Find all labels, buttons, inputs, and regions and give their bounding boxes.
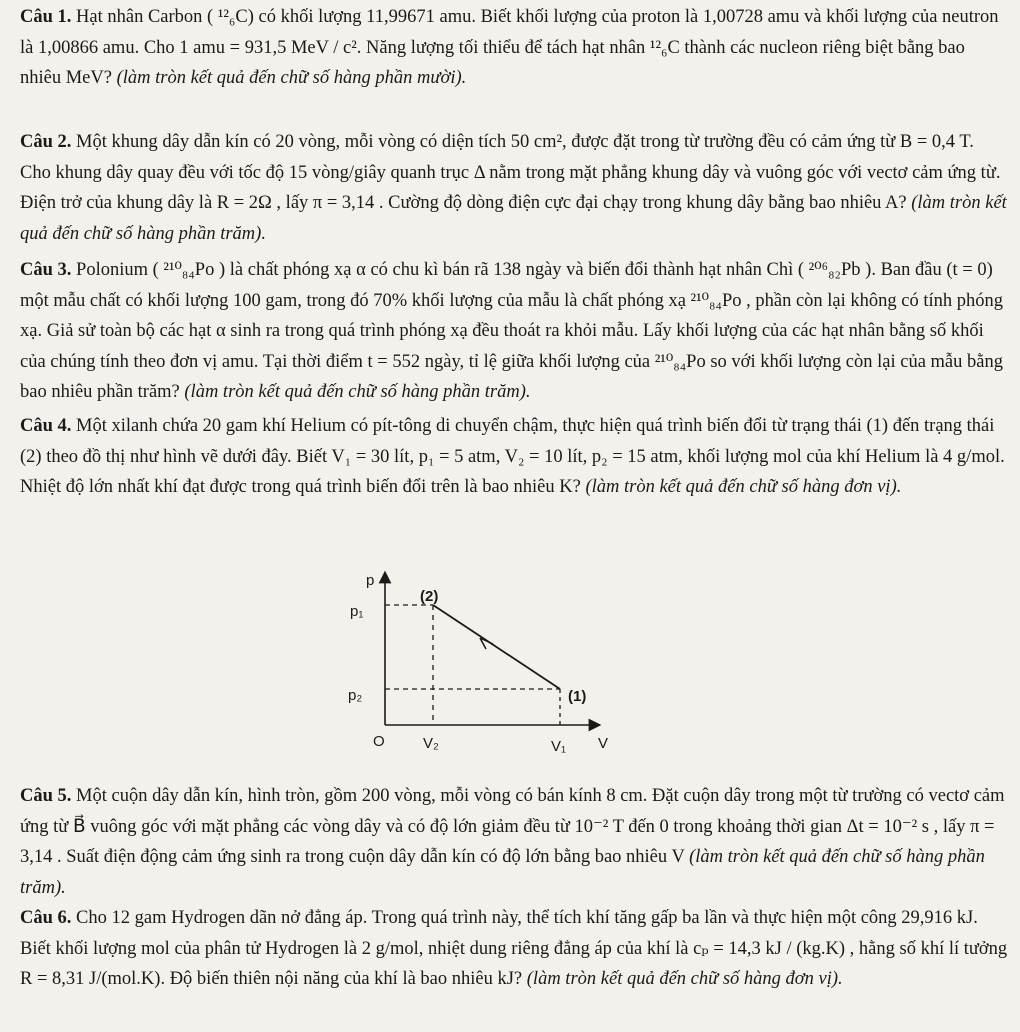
question-note: (làm tròn kết quả đến chữ số hàng phần trăm). xyxy=(184,382,531,402)
state-1-label: (1) xyxy=(568,688,587,705)
question-note: (làm tròn kết quả đến chữ số hàng phần mười). xyxy=(116,68,467,88)
tick-v2: V₂ xyxy=(423,735,439,752)
axis-v-label: V xyxy=(598,735,609,752)
tick-p2: p₂ xyxy=(348,687,363,704)
question-label: Câu 1. xyxy=(20,7,72,27)
question-label: Câu 2. xyxy=(20,132,72,152)
origin-label: O xyxy=(373,733,385,750)
question-note: (làm tròn kết quả đến chữ số hàng phần trăm). xyxy=(20,847,985,898)
pv-diagram xyxy=(330,565,630,765)
question-label: Câu 5. xyxy=(20,786,72,806)
question-2 xyxy=(20,127,1008,249)
question-1 xyxy=(20,2,1008,94)
question-text: Polonium ( ²¹⁰₈₄Po ) là chất phóng xạ α có chu kì bán rã 138 ngày và biến đổi thành hạt nhân Chì ( ²⁰⁶₈₂Pb ). Ban đầu (t = 0) một mẫu chất có khối lượng 100 gam, trong đó 70% khối lượng của mẫu là chất phóng xạ ²¹⁰₈₄Po , phần còn lại không có tính phóng xạ. Giả sử toàn bộ các hạt α sinh ra trong quá trình phóng xạ đều thoát ra khỏi mẫu. Lấy khối lượng của các hạt nhân bằng số khối của chúng tính theo đơn vị amu. Tại thời điểm t = 552 ngày, tỉ lệ giữa khối lượng của ²¹⁰₈₄Po so với khối lượng còn lại của mẫu bằng bao nhiêu phần trăm? xyxy=(20,260,1004,402)
question-text: Một xilanh chứa 20 gam khí Helium có pít-tông di chuyển chậm, thực hiện quá trình biến đổi từ trạng thái (1) đến trạng thái (2) theo đồ thị như hình vẽ dưới đây. Biết V₁ = 30 lít, p₁ = 5 atm, V₂ = 10 lít, p₂ = 15 atm, khối lượng mol của khí Helium là 4 g/mol. Nhiệt độ lớn nhất khí đạt được trong quá trình biến đổi trên là bao nhiêu K? xyxy=(20,416,1005,497)
process-line xyxy=(433,605,560,689)
question-text: Một khung dây dẫn kín có 20 vòng, mỗi vòng có diện tích 50 cm², được đặt trong từ trường đều có cảm ứng từ B = 0,4 T. Cho khung dây quay đều với tốc độ 15 vòng/giây quanh trục Δ nằm trong mặt phẳng khung dây và vuông góc với vectơ cảm ứng từ. Điện trở của khung dây là R = 2Ω , lấy π = 3,14 . Cường độ dòng điện cực đại chạy trong khung dây bằng bao nhiêu A? xyxy=(20,132,1001,213)
question-5 xyxy=(20,781,1008,903)
question-text: Một cuộn dây dẫn kín, hình tròn, gồm 200 vòng, mỗi vòng có bán kính 8 cm. Đặt cuộn dây trong một từ trường có vectơ cảm ứng từ B⃗ vuông góc với mặt phẳng các vòng dây và có độ lớn giảm đều từ 10⁻² T đến 0 trong khoảng thời gian Δt = 10⁻² s , lấy π = 3,14 . Suất điện động cảm ứng sinh ra trong cuộn dây dẫn kín có độ lớn bằng bao nhiêu V xyxy=(20,786,1005,867)
tick-p1: p₁ xyxy=(350,603,364,620)
state-2-label: (2) xyxy=(420,588,439,605)
question-label: Câu 3. xyxy=(20,260,72,280)
question-note: (làm tròn kết quả đến chữ số hàng đơn vị). xyxy=(526,969,843,989)
question-3 xyxy=(20,255,1008,408)
question-text: Cho 12 gam Hydrogen dãn nở đẳng áp. Trong quá trình này, thể tích khí tăng gấp ba lần và thực hiện một công 29,916 kJ. Biết khối lượng mol của phân tử Hydrogen là 2 g/mol, nhiệt dung riêng đẳng áp của khí là cₚ = 14,3 kJ / (kg.K) , hằng số khí lí tưởng R = 8,31 J/(mol.K). Độ biến thiên nội năng của khí là bao nhiêu kJ? xyxy=(20,908,1008,989)
axis-p-label: p xyxy=(366,572,375,589)
question-text: Hạt nhân Carbon ( ¹²₆C) có khối lượng 11,99671 amu. Biết khối lượng của proton là 1,00728 amu và khối lượng của neutron là 1,00866 amu. Cho 1 amu = 931,5 MeV / c². Năng lượng tối thiểu để tách hạt nhân ¹²₆C thành các nucleon riêng biệt bằng bao nhiêu MeV? xyxy=(20,7,999,88)
question-note: (làm tròn kết quả đến chữ số hàng đơn vị). xyxy=(585,477,902,497)
question-6 xyxy=(20,903,1008,995)
tick-v1: V₁ xyxy=(551,738,567,755)
question-label: Câu 4. xyxy=(20,416,72,436)
question-note: (làm tròn kết quả đến chữ số hàng phần trăm). xyxy=(20,193,1007,244)
question-4 xyxy=(20,411,1008,503)
question-label: Câu 6. xyxy=(20,908,72,928)
